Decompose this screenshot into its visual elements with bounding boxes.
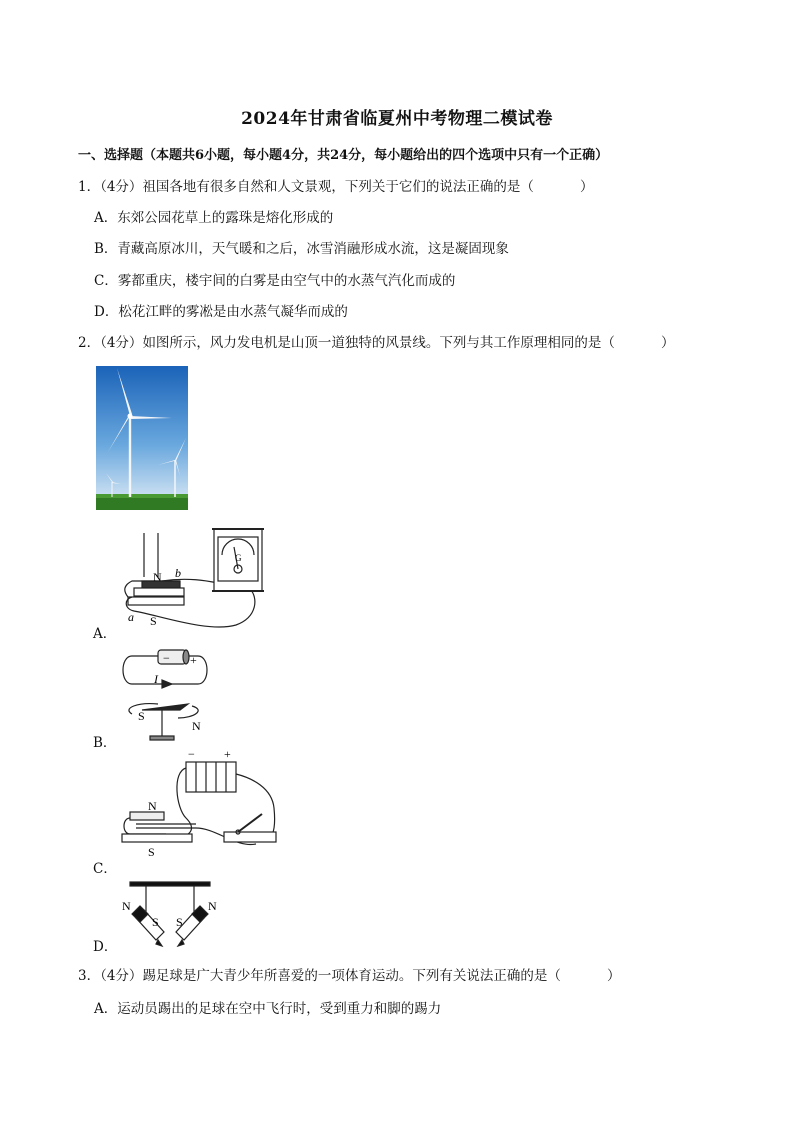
label-minus: − — [188, 748, 195, 761]
label-n: N — [153, 570, 162, 584]
option-1c: C．雾都重庆，楼宇间的白雾是由空气中的水蒸气汽化而成的 — [94, 273, 456, 289]
question-1 — [78, 175, 593, 195]
figure-label-d: D． — [93, 939, 118, 955]
question-stem: 祖国各地有很多自然和人文景观，下列关于它们的说法正确的是（ — [142, 179, 534, 195]
figure-label-a: A． — [93, 626, 117, 642]
question-2 — [78, 331, 674, 351]
option-1a: A．东郊公园花草上的露珠是熔化形成的 — [94, 210, 334, 226]
label-g: G — [235, 553, 242, 563]
option-1d: D．松花江畔的雾凇是由水蒸气凝华而成的 — [94, 304, 348, 320]
question-close-paren: ） — [660, 335, 675, 351]
figure-a-galvanometer — [118, 525, 270, 633]
question-number: 3． — [78, 968, 101, 984]
label-plus: + — [190, 653, 197, 667]
figure-d-magnets — [118, 878, 224, 950]
question-stem: 如图所示，风力发电机是山顶一道独特的风景线。下列与其工作原理相同的是（ — [142, 335, 615, 351]
figure-c-motor — [116, 748, 290, 860]
label-s: S — [148, 845, 155, 859]
question-3 — [78, 964, 620, 984]
label-n: N — [148, 799, 157, 813]
label-n-left: N — [122, 899, 131, 913]
figure-b-oersted — [118, 644, 212, 746]
label-b: b — [175, 566, 181, 580]
label-i: I — [154, 672, 158, 686]
question-score: （4分） — [100, 335, 143, 351]
question-number: 1． — [78, 179, 101, 195]
figure-label-c: C． — [93, 861, 117, 877]
label-n-right: N — [208, 899, 217, 913]
exam-title: 2024年甘肃省临夏州中考物理二模试卷 — [241, 109, 553, 129]
question-close-paren: ） — [606, 968, 621, 984]
figure-label-b: B． — [93, 735, 117, 751]
label-n: N — [192, 719, 201, 733]
wind-turbine-photo — [96, 366, 188, 510]
question-stem: 踢足球是广大青少年所喜爱的一项体育运动。下列有关说法正确的是（ — [142, 968, 561, 984]
question-number: 2． — [78, 335, 101, 351]
label-s: S — [138, 709, 145, 723]
question-close-paren: ） — [579, 179, 594, 195]
question-score: （4分） — [100, 179, 143, 195]
section-heading: 一、选择题（本题共6小题，每小题4分，共24分，每小题给出的四个选项中只有一个正确） — [78, 148, 609, 163]
label-s-left: S — [152, 915, 159, 929]
label-s-right: S — [176, 915, 183, 929]
label-s: S — [150, 614, 157, 628]
question-score: （4分） — [100, 968, 143, 984]
label-a: a — [128, 610, 134, 624]
label-minus: − — [163, 651, 170, 665]
option-3a: A．运动员踢出的足球在空中飞行时，受到重力和脚的踢力 — [94, 1001, 442, 1017]
option-1b: B．青藏高原冰川，天气暖和之后，冰雪消融形成水流，这是凝固现象 — [94, 241, 509, 257]
label-plus: + — [224, 748, 231, 761]
